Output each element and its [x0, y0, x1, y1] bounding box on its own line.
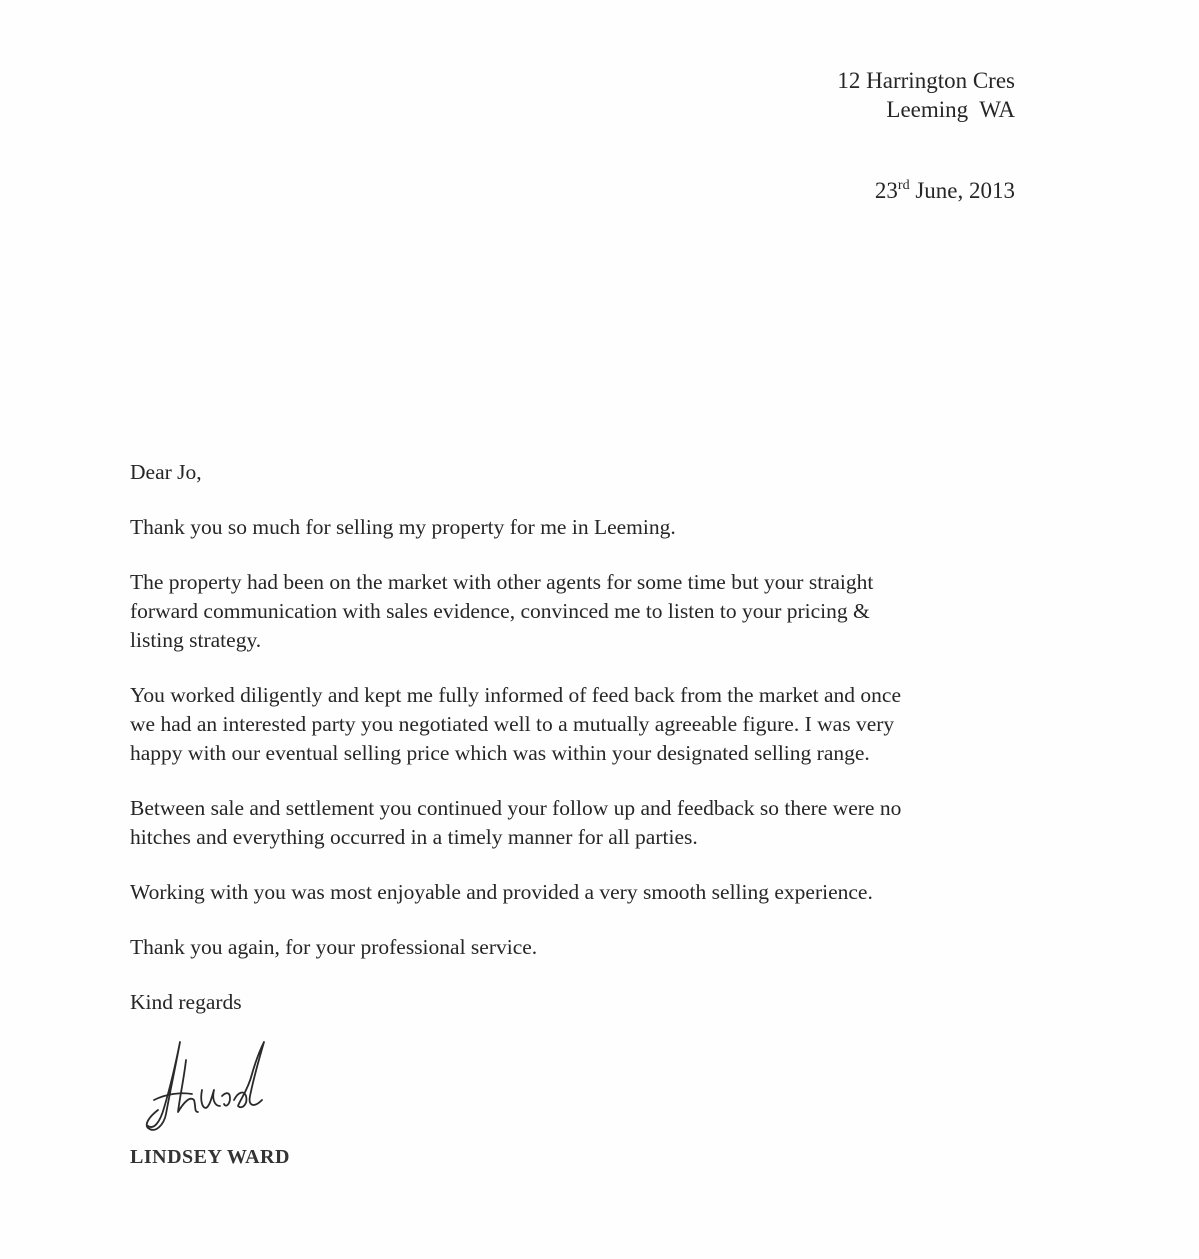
date-day: 23	[874, 178, 898, 203]
paragraph-line: forward communication with sales evidence, convinced me to listen to your pricing &	[130, 599, 870, 623]
paragraph	[130, 513, 1030, 542]
paragraph-line: Thank you again, for your professional service.	[130, 935, 538, 959]
paragraph-line: The property had been on the market with other agents for some time but your straight	[130, 570, 874, 594]
paragraph-line: Thank you so much for selling my property for me in Leeming.	[130, 515, 676, 539]
paragraph-line: hitches and everything occurred in a timely manner for all parties.	[130, 825, 698, 849]
paragraph-line: we had an interested party you negotiated well to a mutually agreeable figure. I was very	[130, 712, 895, 736]
date-suffix: rd	[897, 178, 910, 193]
letter-date	[875, 176, 1015, 205]
date-rest: June, 2013	[909, 178, 1015, 203]
handwritten-signature	[140, 1030, 280, 1140]
paragraph	[130, 681, 1030, 768]
paragraph	[130, 568, 1030, 655]
closing: Kind regards	[130, 990, 242, 1014]
sender-address	[837, 66, 1015, 124]
paragraph-line: Working with you was most enjoyable and provided a very smooth selling experience.	[130, 880, 873, 904]
paragraph	[130, 794, 1030, 852]
address-line-2: Leeming WA	[886, 97, 1015, 122]
address-line-1: 12 Harrington Cres	[837, 68, 1015, 93]
paragraph-line: happy with our eventual selling price which was within your designated selling range.	[130, 741, 870, 765]
paragraph	[130, 878, 1030, 907]
paragraph-line: You worked diligently and kept me fully informed of feed back from the market and once	[130, 683, 901, 707]
signer-name: LINDSEY WARD	[130, 1146, 290, 1168]
paragraph-line: Between sale and settlement you continued your follow up and feedback so there were no	[130, 796, 902, 820]
paragraph-line: listing strategy.	[130, 628, 262, 652]
salutation: Dear Jo,	[130, 460, 202, 484]
letter-body	[130, 458, 1030, 1017]
paragraph	[130, 933, 1030, 962]
